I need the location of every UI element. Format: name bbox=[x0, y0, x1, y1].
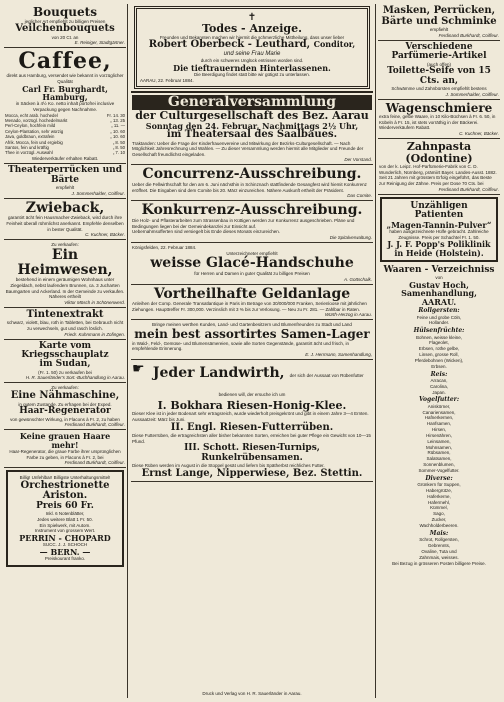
waaren-list-item: Linsen, grosse Roll, bbox=[419, 352, 459, 358]
ad-text: Ueber die Fellwirthschaft für den am 6. Juni nächsthin in Schinznach stattfindende Gesangfest wird hiemit Konkurrenz eröffnet. Die Eingaben sind dem Comite bis 20. März einzureichen. Nähere Auskunft ertheilt der Präsident. bbox=[132, 182, 367, 193]
deceased-occupation: Conditor, bbox=[313, 39, 356, 50]
ad-text: Jedes weitere Blatt 1 Fr. 50. bbox=[37, 517, 93, 522]
ad-signature: Ferdinand Burkhardt, Coiffeur. bbox=[438, 186, 499, 192]
ad-title: I. Bokhara Riesen-Honig-Klee. bbox=[157, 398, 347, 412]
ad-text: (Fr. 1. 50) zu verkaufen bei bbox=[38, 369, 92, 375]
waaren-list-item: Erbsen. bbox=[431, 363, 447, 369]
ad-title: Masken, Perrücken, Bärte und Schminke bbox=[381, 5, 497, 27]
ad-text: Billig! Unfehlbar! Billigste Unterhaltungsmittel! bbox=[19, 475, 111, 481]
price-row: Mocca, echt arab. hochedel Fr. 14. 30 bbox=[5, 112, 125, 118]
ad-text: Diese Futterrüben, die ertragreichsten aller bisher bekannten Sorten, erreichen bei guter Pflege ein Gewicht von 10—15 Pfund. bbox=[132, 433, 371, 444]
ad-signature: H. R. Sauerländer's Sort.-Buchhandlung in Aarau. bbox=[25, 375, 125, 381]
ad-text: Traktanden: Ueber die Frage der Kinderfrauenvereine und Mitwirkung der Bezirks-Culturgesellschaft. — Nach Möglichkeit Jahresrechnung und Wahlen. — Zu dieser Versammlung werden hiermit alle Mitglieder und Freunde der Gesellschaft freundlichst eingeladen. bbox=[132, 140, 364, 157]
ad-title: Caffee, bbox=[18, 48, 112, 75]
ad-text: Bei Bezug in grösseren Posten billigere Preise. bbox=[392, 560, 486, 566]
ad-title: Bouquets bbox=[33, 5, 97, 19]
ad-title: III. Schott. Riesen-Turnips, Runkelrübensamen. bbox=[184, 443, 320, 463]
page-footer: Druck und Verlag von H. R. Sauerländer in Aarau. bbox=[202, 691, 302, 696]
ad-title: Tintenextrakt bbox=[26, 308, 104, 320]
waaren-list-item: Kümmel, bbox=[430, 505, 448, 511]
ad-text: Anleihen der Comp. Generale Transatlantique in Paris im Betrage von 30/000/000 Franken, Serienloose mit jährlichen Ziehungen. Haupttreffer Fr. 300,000. Verzinslich mit 3 % bis zur Verlosung. — Neu zu Fr. 281. — Zahlbar in Raten. bbox=[132, 301, 367, 312]
middle-column bbox=[131, 4, 373, 698]
price-list bbox=[5, 113, 125, 156]
waaren-sections bbox=[379, 308, 499, 560]
ad-text: Instrument von grossem Wert. bbox=[34, 528, 96, 534]
ad-text: durch ein schweres Unglück entrissen worden sind. bbox=[200, 58, 304, 64]
left-column bbox=[4, 4, 126, 698]
ad-label: Zu verkaufen: bbox=[51, 242, 79, 248]
ad-title: Zwieback, bbox=[25, 199, 105, 216]
waaren-list-item: Sago, bbox=[433, 511, 445, 517]
ad-title: Verschiedene Parfümerie-Artikel bbox=[391, 41, 487, 62]
waaren-list-item: Aniskörner, bbox=[427, 403, 451, 409]
ad-text: SUCC. J. J. SCHOCH bbox=[42, 542, 88, 548]
price-row: Menado, vorzügl. hochedelmarkt „ 13. 25 bbox=[5, 118, 125, 124]
waaren-list-item: Sonnenblumen, bbox=[423, 462, 455, 468]
ad-signature: J. Sommerhalder, Coiffeur. bbox=[445, 91, 499, 97]
column-rule bbox=[375, 4, 376, 698]
ad-text: Freunden und Bekannten machen wir hiermit die schmerzliche Mittheilung, dass unser lieber bbox=[159, 34, 345, 40]
ad-city: — BERN. — bbox=[39, 546, 91, 557]
waaren-list-item: Arracan, bbox=[430, 377, 448, 383]
deceased-name: Robert Oberbeck - Leuthard, bbox=[148, 39, 311, 51]
ad-text: Preiskourant franko. bbox=[44, 556, 86, 562]
ad-todes-anzeige bbox=[134, 6, 370, 89]
ad-title: Toilette-Seife von 15 Cts. an, bbox=[387, 66, 491, 86]
waaren-list-item: Canariensamen, bbox=[422, 409, 456, 415]
ad-text: Inkl. 6 Notenblätter, bbox=[45, 511, 85, 517]
waaren-section-heading: Mais: bbox=[429, 529, 449, 537]
ad-title: Orchestrionette Ariston. bbox=[20, 479, 110, 502]
ad-text: Wiederverkäufer erhalten Rabatt. bbox=[31, 155, 99, 161]
ad-title: Karte vom Kriegsschauplatz bbox=[21, 340, 109, 360]
ad-wagenschmiere bbox=[378, 100, 500, 139]
ad-text: direkt aus Hamburg, versendet wie bekannt in vorzüglicher Qualität bbox=[6, 73, 124, 85]
ad-mourners: Die tieftrauernden Hinterlassenen. bbox=[173, 62, 331, 73]
waaren-list-item: Habergrütze, bbox=[425, 487, 452, 493]
ad-caffee bbox=[4, 48, 126, 164]
ad-signature: E. Reiniger, Stadtgärtner. bbox=[74, 40, 125, 46]
ad-title: Konkurrenz-Ausschreibung. bbox=[141, 202, 363, 219]
ad-text: Haar-Regenerator, die graue Farbe ihrer ursprünglichen Farbe zu geben, in Flacons à Fr. 2, bei bbox=[9, 449, 121, 460]
ad-text: in gutem Zustande. Zu erfragen bei der Exped. bbox=[18, 401, 112, 407]
ad-theater bbox=[4, 164, 126, 199]
ad-concurrenz bbox=[131, 165, 373, 201]
waaren-list-item: Wachholderbeeren. bbox=[419, 523, 459, 529]
ad-masken bbox=[378, 4, 500, 41]
ad-text: Seit 21 Jahren mit grösstem Erfolg eingeführt, das Beste zur Reinigung der Zähne. Preis per Dose 70 Cts. bei bbox=[379, 175, 492, 187]
ad-place: im Theatersaal des Saalbaues. bbox=[166, 129, 338, 141]
waaren-list-item: Leinsamen, bbox=[427, 438, 451, 444]
ad-text: haben ausgezeichnete Hülfe gebracht. Zahlreiche Zeugnisse. Preis per Schachtel Fr. 1. 50. bbox=[389, 228, 489, 240]
ad-text: Dieser Klee ist in jeder Bodenart sehr ertragsreich, wurde wiederholt preisgekrönt und gibt in einem Jahre 3—4 Ernten. Aussaatzeit: März bis Juni. bbox=[132, 411, 369, 423]
price-row: Perl-Ceylon, hochfein mild „ 11. — bbox=[5, 123, 125, 129]
ad-text: von bbox=[435, 275, 443, 281]
ad-handschuhe bbox=[131, 243, 373, 285]
ad-title: Keine grauen Haare mehr! bbox=[19, 431, 111, 450]
ad-title: im Sudan, bbox=[39, 359, 91, 370]
ad-waaren-verzeichniss bbox=[378, 264, 500, 568]
ad-date: AARAU, 22. Februar 1884. bbox=[140, 77, 194, 83]
ad-text: Diese Rüben werden im August in die Stoppel gesät und liefern bis Spätherbst reichliches Futter. bbox=[132, 463, 325, 469]
ad-text: der sich der Aussaat von Rübenfutter bedienen will, der ersuche ich um bbox=[218, 372, 364, 397]
waaren-list-item: Erbsen, rothe gelbe, bbox=[418, 346, 460, 352]
waaren-list-item: Rübsamen, bbox=[427, 450, 451, 456]
ad-price: Preis 60 Fr. bbox=[36, 500, 94, 511]
ad-text: Schwämme und Zahnbürsten empfiehlt bestens bbox=[391, 86, 487, 91]
ad-signature: E. J. Herrmann, Samenhandlung, bbox=[305, 351, 372, 357]
ad-text: (auch offen) bbox=[427, 61, 451, 67]
waaren-list-item: Grünkern für Suppen, bbox=[417, 482, 461, 488]
ad-heimwesen bbox=[4, 240, 126, 308]
ad-title: II. Engl. Riesen-Futterrüben. bbox=[170, 421, 334, 433]
ad-geldanlage bbox=[131, 285, 373, 321]
column-rule bbox=[127, 4, 128, 698]
ad-signature: Würth-Herzog in Aarau. bbox=[324, 312, 372, 318]
ad-title: Generalversammlung bbox=[132, 95, 372, 110]
ad-text: und seine Frau Marie bbox=[223, 50, 281, 57]
ad-firm: J. J. F. Popp's Poliklinik in Heide (Holstein). bbox=[387, 239, 491, 258]
ad-text: jeglicher Art empfiehlt zu billigen Preisen bbox=[24, 18, 106, 24]
ad-title: weisse Glacé-Handschuhe bbox=[150, 255, 354, 272]
ad-signature: C. Kuchner, Bäcker. bbox=[85, 232, 125, 238]
ad-signature: Ferdinand Burkhardt, Coiffeur. bbox=[64, 460, 125, 466]
ad-text: von gewünschter Wirkung, in Flacons à Fr. 2, zu haben bbox=[10, 416, 120, 422]
ad-text: garantirt ächt fein Hausmacher-Zwieback, wird durch ihre Feinheit überall rühmlichst anerkannt. Empfehle denselben in bester Qualität. bbox=[6, 215, 124, 232]
ad-title: Waaren - Verzeichniss bbox=[383, 264, 495, 275]
ad-text: von der k. Leipz. Hof-Parfümerie-Fabrik von C. D. Wunderlich, Nürnberg, prämiirt Bayer. Landes-Ausst. 1882. bbox=[379, 164, 497, 175]
waaren-list-item: Japan. bbox=[432, 389, 446, 395]
ad-text: von 20 Ct. an bbox=[51, 34, 79, 40]
ad-landwirth bbox=[131, 360, 373, 483]
waaren-list-item: Hirsen, bbox=[431, 427, 447, 433]
ad-signature: J. Sommerhalder, Coiffeur. bbox=[71, 190, 125, 196]
waaren-list-item: Flageolet, bbox=[429, 340, 449, 346]
waaren-section-heading: Reis: bbox=[430, 370, 448, 378]
waaren-list-item: Zahnmais, weisses. bbox=[419, 554, 459, 560]
ad-signature: A. Gottschalk. bbox=[343, 276, 372, 282]
ad-label: Zu verkaufen: bbox=[51, 385, 79, 391]
ad-naehmaschine bbox=[4, 383, 126, 430]
ad-signature: Ferdinand Burkhardt, Coiffeur. bbox=[438, 32, 499, 38]
ad-zahnpasta bbox=[378, 139, 500, 195]
ad-firm: Ernst Lange, Nipperwiese, Bez. Stettin. bbox=[141, 467, 363, 479]
ad-keine-grauen-haare bbox=[4, 430, 126, 468]
waaren-list-item: Salatsamen, bbox=[426, 456, 452, 462]
ad-title: Concurrenz-Ausschreibung. bbox=[142, 166, 362, 183]
price-row: Santos, fein und kräftig „ 8. 50 bbox=[5, 144, 125, 150]
ad-signature: Viktor Mösch in Schönenwerd. bbox=[64, 299, 125, 305]
ad-title: Theaterperrücken und Bärte bbox=[8, 165, 122, 185]
ad-text: schwarz, violett, blau, roth in Tabletten, bei Gebrauch nicht zu verwechseln, gut und rasch löslich. bbox=[6, 320, 124, 331]
ad-orchestrion bbox=[6, 470, 124, 567]
ad-signature: Ferdinand Burkhardt, Coiffeur. bbox=[64, 422, 125, 428]
ad-text: in Wald-, Feld-, Gemüse- und Blumensämereien, sowie alle Sorten Gegenstände, garantirt ächt und frisch, in empfehlende Erinnerung. bbox=[132, 340, 349, 352]
waaren-section-heading: Diverse: bbox=[425, 474, 453, 482]
ad-text: Uebernahmsofferten sind versiegelt bis Ende dieses Monats einzureichen. bbox=[132, 229, 281, 235]
ad-title: Veilchenbouquets bbox=[15, 23, 115, 35]
ad-title: Ein Heimwesen, bbox=[17, 246, 113, 278]
ad-parfuemerie bbox=[378, 41, 500, 100]
ad-title: Wagenschmiere bbox=[385, 100, 493, 115]
ad-text: Die Beerdigung findet statt bitte wir gütigst zu unterlassen. bbox=[193, 72, 311, 78]
waaren-section-heading: Vogelfutter: bbox=[418, 396, 460, 404]
ad-karte bbox=[4, 340, 126, 384]
price-row: Afrik. Mocca, fein und ergiebig „ 8. 50 bbox=[5, 139, 125, 145]
waaren-list-item: Hanfsamen, bbox=[426, 421, 452, 427]
ad-title: Todes - Anzeige. bbox=[202, 22, 302, 35]
ad-text: empfiehlt bbox=[55, 185, 75, 191]
waaren-section-heading: Hülsenfrüchte: bbox=[413, 327, 465, 335]
right-column bbox=[378, 4, 500, 698]
price-row: Thee in vorzügl. Auswahl „ 7. 10 bbox=[5, 150, 125, 156]
waaren-list-item: Schrot, Rollgersten, bbox=[419, 537, 459, 543]
ad-date: Königsfelden, 22. Februar 1884. bbox=[132, 244, 197, 250]
ad-text: Die Holz- und Pflasterarbeiten zum Strassenbau in Küttigen werden zur Konkurrenz ausgeschrieben. Pläne und Bedingungen liegen bei der Gemeindekanzlei zur Einsicht auf. bbox=[132, 218, 355, 229]
waaren-list-item: Gebrennts, bbox=[427, 543, 451, 548]
waaren-list-item: Haferkerne, bbox=[427, 493, 451, 499]
waaren-list-item: Feine und grobe Cöln, bbox=[416, 314, 462, 320]
ad-zwieback bbox=[4, 199, 126, 241]
cross-icon: ✝ bbox=[247, 12, 257, 23]
ad-text: Unterzeichneter empfiehlt bbox=[226, 250, 278, 256]
waaren-list-item: Hafnerkernen, bbox=[424, 415, 454, 421]
waaren-list-item: Hollander. bbox=[428, 320, 450, 326]
price-row: Java, goldbraun, extrafein „ 10. 60 bbox=[5, 134, 125, 140]
waaren-list-item: Bohnen, weisse kleine, bbox=[415, 334, 463, 340]
waaren-list-item: Carolina, bbox=[429, 383, 448, 389]
waaren-list-item: Sommer-Vogelfutter. bbox=[418, 467, 460, 473]
ad-text: Ein Spielwerk, mit Autom. bbox=[39, 522, 91, 528]
waaren-list-item: Ovaline, Tuta und bbox=[421, 548, 457, 554]
pointing-hand-icon: ☛ bbox=[132, 361, 145, 377]
ad-firm: PERRIN - CHOPARD bbox=[19, 532, 111, 543]
ad-text: extra feine, gelbe Waare, in 10 Kilo-Büchsen à Fr. 6. 50, in Kübeln à Fr. 15, ist stets vorräthig in der Bäckerei. Wiederverkäufern Rabatt. bbox=[379, 114, 496, 131]
ad-title: „Magen-Tannin-Pulver“ bbox=[386, 219, 492, 230]
ad-signature: Friedr. Kuhnmann in Zofingen. bbox=[64, 331, 125, 337]
ad-text: für Herren und Damen in guter Qualität zu billigen Preisen bbox=[194, 270, 310, 276]
waaren-list-item: Mohnsamen, bbox=[425, 444, 452, 450]
ad-city: AARAU. bbox=[421, 296, 457, 307]
ad-text: empfiehlt bbox=[429, 27, 449, 32]
ad-title: Vortheilhafte Geldanlage bbox=[153, 285, 351, 302]
ad-title: Eine Nähmaschine, bbox=[10, 390, 120, 402]
ad-signature: C. Kuchner, Bäcker. bbox=[459, 131, 499, 137]
ad-text: Bringe meinen werthen Kunden, Land- und Gartenbesitzern und Blumenfreunden zu Stadt und Land bbox=[152, 322, 352, 328]
waaren-list-item: Hafermehl, bbox=[427, 499, 450, 505]
ad-firm: Carl Fr. Burghardt, Hamburg, bbox=[22, 83, 108, 103]
ad-title: Haar-Regenerator bbox=[19, 406, 111, 417]
ad-generalversammlung bbox=[131, 91, 373, 165]
ad-text: bestehend in einem geräumigen Wohnhaus unter Ziegeldach, nebst laufendem Brunnen, ca. 3 Jucharten Baumgarten und Ackerland. In der Gemeinde zu verkaufen. Näheres ertheilt bbox=[5, 277, 125, 300]
ad-title: Zahnpasta (Odontine) bbox=[405, 140, 473, 165]
ad-bouquets bbox=[4, 4, 126, 48]
waaren-list-item: Hirsenähren, bbox=[426, 432, 452, 438]
ad-title: Jeder Landwirth, bbox=[152, 364, 285, 381]
waaren-list-item: Pferdebohnen (Wicken), bbox=[414, 357, 464, 363]
ad-konkurrenz bbox=[131, 201, 373, 243]
waaren-section-heading: Rollgersten: bbox=[418, 307, 460, 315]
ad-magen-tannin bbox=[380, 197, 498, 262]
ad-title: Unzähligen Patienten bbox=[410, 200, 468, 221]
ad-text: in Säcken à 4½ Ko. netto inhalt portofrei inclusive Verpackung gegen Nachnahme. bbox=[15, 101, 115, 113]
ad-samen-lager bbox=[131, 320, 373, 359]
ad-signature: Der Vorstand. bbox=[344, 157, 372, 163]
ad-date: Sonntag den 24. Februar, Nachmittags 2½ Uhr, bbox=[145, 120, 359, 131]
ad-title: mein best assortirtes Samen-Lager bbox=[134, 327, 370, 342]
ad-signature: Das Comite. bbox=[347, 193, 372, 199]
ad-tintenextrakt bbox=[4, 308, 126, 340]
ad-signature: Die Spitalverwaltung. bbox=[329, 234, 372, 240]
price-row: Ceylon-Plantation, sehr würzig „ 10. 60 bbox=[5, 128, 125, 134]
ad-firm: Gustav Hoch, Samenhandlung, bbox=[401, 280, 477, 299]
ad-title: der Culturgesellschaft des Bez. Aarau bbox=[135, 109, 369, 123]
waaren-list-item: Zucker, bbox=[431, 517, 447, 523]
